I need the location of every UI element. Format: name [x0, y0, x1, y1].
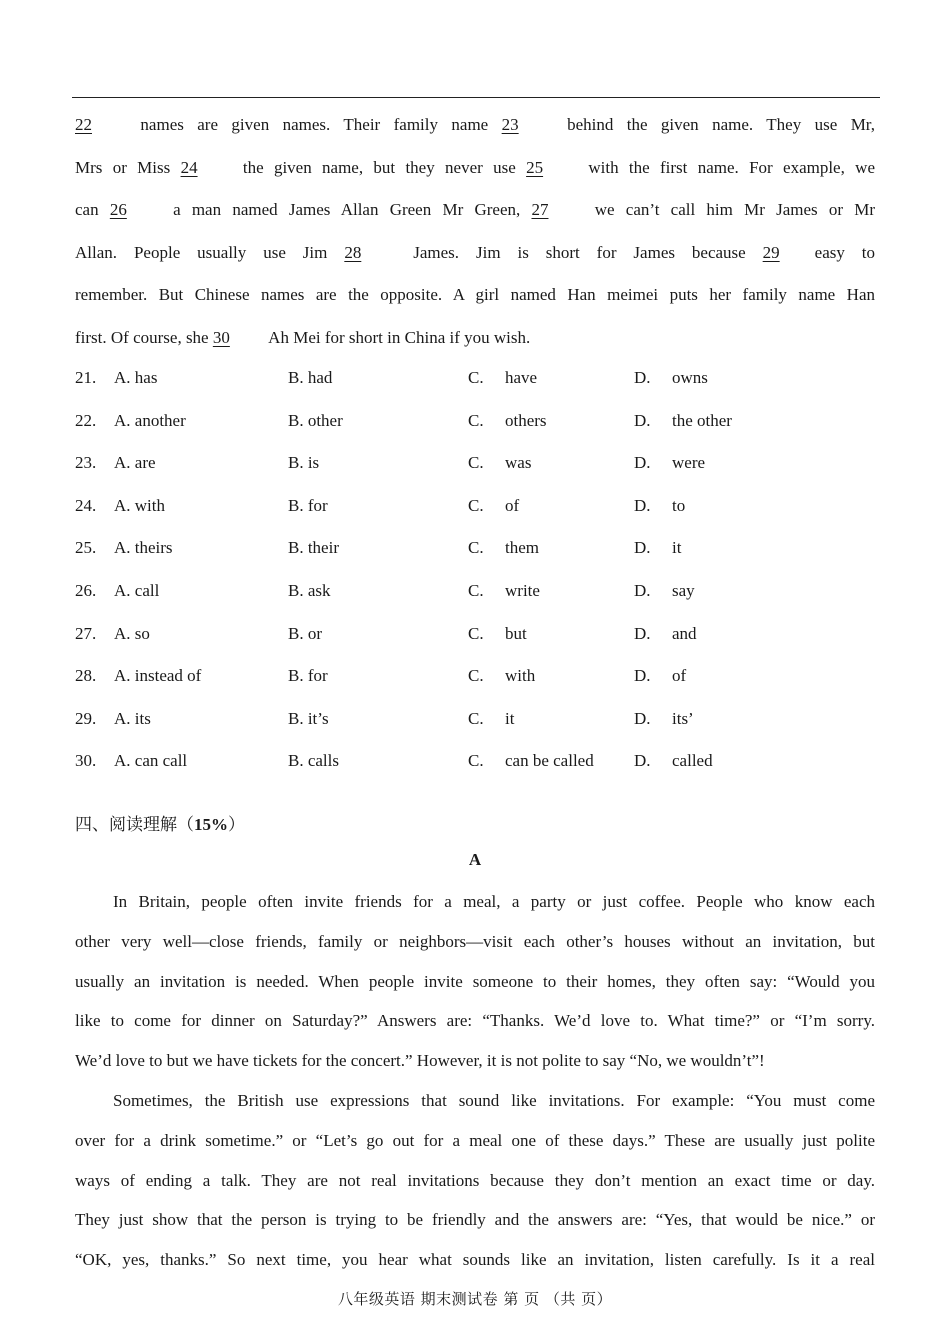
option-d: of [672, 666, 687, 686]
option-d-label: D. [634, 751, 651, 771]
reading-line: We’d love to but we have tickets for the concert.” However, it is not polite to say “No, we wouldn’t”! [75, 1051, 765, 1071]
reading-line: usually an invitation is needed. When people invite someone to their homes, they often say: “Would you [75, 971, 875, 991]
reading-line: ways of ending a talk. They are not real invitations because they don’t mention an exact time or day. [75, 1170, 875, 1190]
option-d-label: D. [634, 666, 651, 686]
question-number: 26. [75, 580, 97, 600]
cloze-line [75, 317, 875, 360]
section-title [75, 810, 245, 835]
option-b: B. their [288, 538, 339, 558]
option-c: others [505, 410, 547, 430]
option-d-label: D. [634, 623, 651, 643]
cloze-passage [75, 104, 875, 360]
blank-27: 27 [531, 200, 549, 220]
blank-26: 26 [109, 200, 127, 220]
option-c: can be called [505, 751, 594, 771]
option-a: A. has [114, 368, 158, 387]
cloze-line [75, 189, 875, 232]
option-a: A. are [114, 453, 156, 473]
cloze-text: Mrs or Miss [75, 157, 171, 177]
option-d: the other [672, 410, 732, 430]
header-rule [72, 97, 880, 98]
cloze-text: with the first name. [588, 157, 739, 177]
question-number: 25. [75, 538, 97, 558]
option-a: A. its [114, 708, 151, 728]
cloze-line [75, 232, 875, 275]
blank-28: 28 [344, 242, 362, 262]
blank-29: 29 [762, 242, 780, 262]
option-b: B. for [288, 495, 328, 515]
question-number: 29. [75, 708, 97, 728]
blank-24: 24 [180, 157, 198, 177]
cloze-text: For example, we [749, 157, 875, 177]
option-c-label: C. [468, 368, 484, 387]
cloze-line [75, 274, 875, 317]
option-a: A. instead of [114, 666, 202, 686]
section-title-close: ） [228, 815, 245, 835]
option-a: A. another [114, 410, 186, 430]
option-c: them [505, 538, 539, 558]
reading-line: over for a drink sometime.” or “Let’s go out for a meal one of these days.” These are usually just polite [75, 1130, 875, 1150]
cloze-text: Jim is short for James because [475, 242, 746, 262]
blank-25: 25 [526, 157, 544, 177]
option-d: it [672, 538, 682, 558]
option-c-label: C. [468, 580, 484, 600]
cloze-text: names are given names. [140, 115, 331, 134]
cloze-text: easy to [814, 242, 876, 262]
question-number: 21. [75, 368, 97, 387]
blank-23: 23 [501, 115, 519, 134]
option-a: A. can call [114, 751, 188, 771]
option-c-label: C. [468, 453, 484, 473]
cloze-text: behind the given name. [567, 115, 754, 134]
cloze-text: But Chinese names are the opposite. [158, 285, 443, 305]
reading-line: other very well—close friends, family or neighbors—visit each other’s houses without an invitation, but [75, 931, 875, 951]
option-c: was [505, 453, 532, 473]
option-b: B. other [288, 410, 343, 430]
option-a: A. so [114, 623, 150, 643]
page-footer: 八年级英语 期末测试卷 第 页 （共 页） [337, 1290, 613, 1308]
question-number: 30. [75, 751, 97, 771]
option-d-label: D. [634, 495, 651, 515]
option-b: B. or [288, 623, 322, 643]
option-d: called [672, 751, 713, 771]
option-d: were [672, 453, 706, 473]
option-b: B. for [288, 666, 328, 686]
option-b: B. ask [288, 580, 331, 600]
option-d: its’ [672, 708, 694, 728]
option-c-label: C. [468, 495, 484, 515]
section-score: 15% [194, 815, 228, 834]
option-d-label: D. [634, 410, 651, 430]
question-number: 24. [75, 495, 97, 515]
cloze-text: They use Mr, [766, 115, 876, 134]
option-d: owns [672, 368, 708, 387]
reading-line: Sometimes, the British use expressions that sound like invitations. For example: “You must come [113, 1090, 875, 1110]
option-b: B. had [288, 368, 333, 387]
option-d-label: D. [634, 708, 651, 728]
cloze-line [75, 104, 875, 147]
option-c-label: C. [468, 666, 484, 686]
cloze-text: Their family name [343, 115, 489, 134]
option-c: have [505, 368, 538, 387]
option-d-label: D. [634, 580, 651, 600]
option-d-label: D. [634, 368, 651, 387]
option-b: B. calls [288, 751, 339, 771]
reading-passage [75, 882, 875, 1280]
option-b: B. it’s [288, 708, 329, 728]
option-c-label: C. [468, 410, 484, 430]
cloze-text: A girl named Han meimei puts her family name Han [452, 285, 876, 305]
option-c-label: C. [468, 623, 484, 643]
cloze-text: can [75, 200, 99, 220]
option-c: it [505, 708, 515, 728]
cloze-line [75, 147, 875, 190]
reading-line: “OK, yes, thanks.” So next time, you hear what sounds like an invitation, listen carefully. Is it a real [75, 1250, 875, 1270]
option-a: A. theirs [114, 538, 173, 558]
option-c-label: C. [468, 708, 484, 728]
cloze-text: first. Of course, she [75, 327, 209, 347]
option-c: but [505, 623, 527, 643]
option-a: A. call [114, 580, 160, 600]
cloze-text: a man named James Allan Green Mr Green, [173, 200, 521, 220]
question-number: 28. [75, 666, 97, 686]
reading-line: They just show that the person is trying to be friendly and the answers are: “Yes, that would be nice.” or [75, 1210, 875, 1230]
reading-line: In Britain, people often invite friends for a meal, a party or just coffee. People who know each [113, 892, 875, 911]
cloze-text: the given name, but they never use [242, 157, 516, 177]
blank-22: 22 [75, 115, 92, 134]
option-b: B. is [288, 453, 320, 473]
option-a: A. with [114, 495, 165, 515]
question-number: 22. [75, 410, 97, 430]
cloze-text: we can’t call him Mr James or Mr [594, 200, 876, 220]
cloze-text: James. [413, 242, 460, 262]
option-c-label: C. [468, 538, 484, 558]
blank-30: 30 [212, 327, 230, 347]
cloze-text: People usually use Jim [133, 242, 328, 262]
question-number: 27. [75, 623, 97, 643]
option-d-label: D. [634, 453, 651, 473]
cloze-text: remember. [75, 285, 148, 305]
option-c: write [505, 580, 540, 600]
option-c: with [505, 666, 536, 686]
cloze-text: Ah Mei for short in China if you wish. [268, 327, 531, 347]
option-d-label: D. [634, 538, 651, 558]
option-d: and [672, 623, 697, 643]
option-d: say [672, 580, 695, 600]
option-c-label: C. [468, 751, 484, 771]
section-title-text: 四、阅读理解（ [75, 815, 194, 835]
option-d: to [672, 495, 686, 515]
passage-label: A [468, 850, 482, 869]
reading-line: like to come for dinner on Saturday?” Answers are: “Thanks. We’d love to. What time?” or “I’m sorry. [75, 1011, 875, 1031]
cloze-text: Allan. [75, 242, 118, 262]
option-c: of [505, 495, 520, 515]
question-number: 23. [75, 453, 97, 473]
